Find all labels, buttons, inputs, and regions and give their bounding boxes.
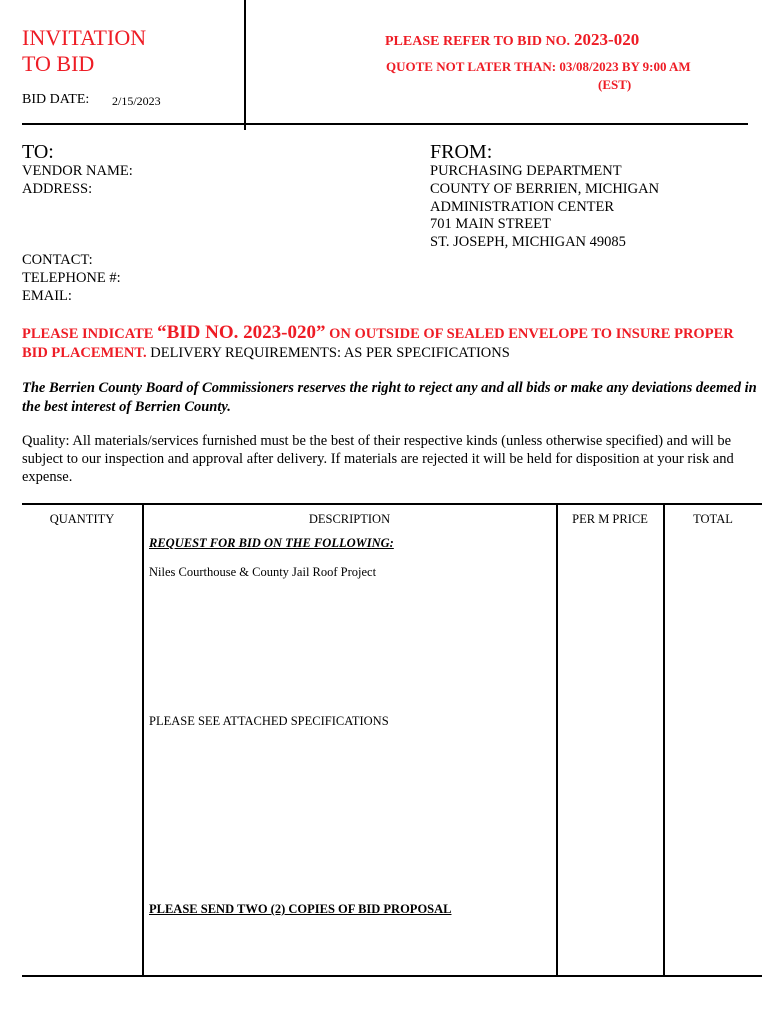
- from-address-line: ADMINISTRATION CENTER: [430, 199, 615, 215]
- copies-instruction: PLEASE SEND TWO (2) COPIES OF BID PROPOSAL: [149, 902, 452, 916]
- envelope-instruction: [22, 323, 762, 363]
- table-column-divider: [142, 503, 144, 976]
- bid-date-label: BID DATE:: [22, 92, 90, 107]
- from-address-line: 701 MAIN STREET: [430, 216, 551, 232]
- refer-bid-line: [385, 30, 639, 50]
- header-vertical-divider: [244, 0, 246, 130]
- document-title-line2: TO BID: [22, 51, 95, 76]
- vendor-name-label: VENDOR NAME:: [22, 163, 133, 179]
- from-heading: FROM:: [430, 141, 493, 163]
- document-title-line1: INVITATION: [22, 25, 147, 50]
- quote-timezone: (EST): [598, 77, 632, 92]
- table-column-divider: [663, 503, 665, 976]
- telephone-label: TELEPHONE #:: [22, 270, 121, 286]
- bid-date-value: 2/15/2023: [112, 94, 161, 108]
- column-header-price: PER M PRICE: [572, 512, 648, 526]
- table-bottom-rule: [22, 975, 762, 977]
- specifications-note: PLEASE SEE ATTACHED SPECIFICATIONS: [149, 714, 389, 728]
- email-label: EMAIL:: [22, 288, 72, 304]
- refer-bid-number: 2023-020: [574, 30, 640, 49]
- envelope-instruction-post: ON OUTSIDE OF SEALED ENVELOPE TO INSURE PROPER BID PLACEMENT.: [22, 326, 734, 361]
- quote-deadline: QUOTE NOT LATER THAN: 03/08/2023 BY 9:00 AM: [386, 59, 691, 74]
- from-address-line: PURCHASING DEPARTMENT: [430, 163, 622, 179]
- column-header-quantity: QUANTITY: [49, 512, 115, 526]
- to-heading: TO:: [22, 141, 54, 163]
- column-header-description: DESCRIPTION: [308, 512, 391, 526]
- contact-label: CONTACT:: [22, 252, 93, 268]
- project-name: Niles Courthouse & County Jail Roof Project: [149, 565, 377, 579]
- from-address-line: COUNTY OF BERRIEN, MICHIGAN: [430, 181, 660, 197]
- envelope-bid-number: “BID NO. 2023-020”: [157, 322, 326, 343]
- table-column-divider: [556, 503, 558, 976]
- table-top-rule: [22, 503, 762, 505]
- reservation-statement: The Berrien County Board of Commissioners reserves the right to reject any and all bids or make any deviations deemed in the best interest of Berrien County.: [22, 380, 757, 415]
- request-heading: REQUEST FOR BID ON THE FOLLOWING:: [149, 536, 394, 550]
- header-rule: [22, 123, 748, 125]
- envelope-instruction-pre: PLEASE INDICATE: [22, 326, 158, 342]
- quality-statement: Quality: All materials/services furnished must be the best of their respective kinds (unless otherwise specified) and will be subject to our inspection and approval after delivery. If materials are rejected it will be held for disposition at your risk and expense.: [22, 433, 734, 485]
- column-header-total: TOTAL: [693, 512, 733, 526]
- address-label: ADDRESS:: [22, 181, 93, 197]
- from-address-line: ST. JOSEPH, MICHIGAN 49085: [430, 234, 626, 250]
- refer-bid-label: PLEASE REFER TO BID NO.: [385, 34, 571, 49]
- delivery-requirements: DELIVERY REQUIREMENTS: AS PER SPECIFICATIONS: [146, 345, 510, 361]
